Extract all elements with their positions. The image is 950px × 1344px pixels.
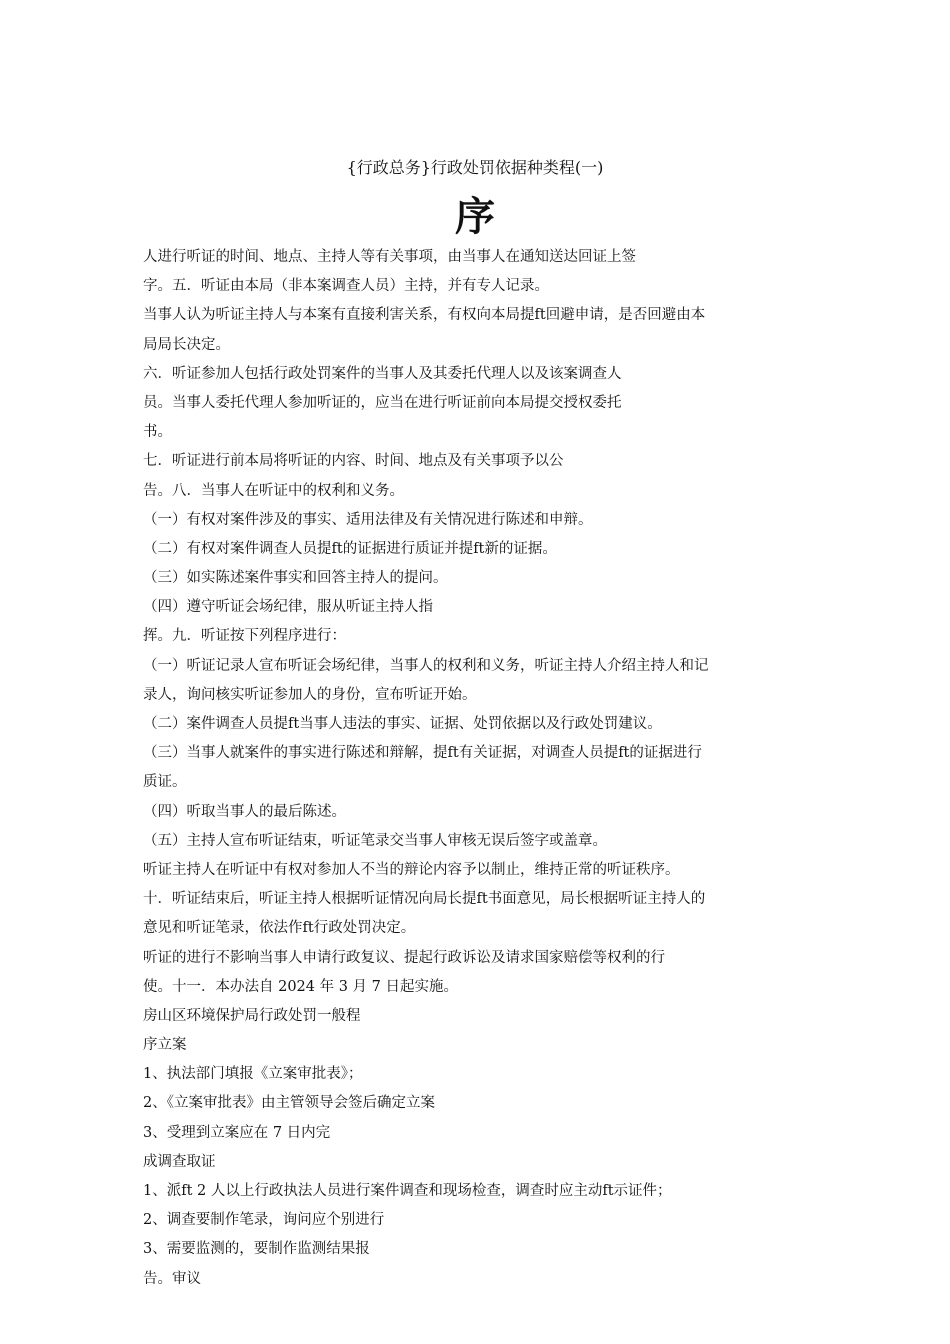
section-heading: 序 [455,194,495,240]
text-line: 书。 [143,424,172,441]
text-line: 意见和听证笔录，依法作ft行政处罚决定。 [143,920,416,937]
text-line: 挥。九．听证按下列程序进行： [143,628,346,645]
text-line: 3、受理到立案应在 7 日内完 [143,1124,331,1141]
text-line: （一）听证记录人宣布听证会场纪律，当事人的权利和义务，听证主持人介绍主持人和记 [143,657,709,674]
text-line: 成调查取证 [143,1153,216,1170]
text-line: 当事人认为听证主持人与本案有直接利害关系，有权向本局提ft回避申请，是否回避由本 [143,307,706,324]
text-line: （二）案件调查人员提ft当事人违法的事实、证据、处罚依据以及行政处罚建议。 [143,716,662,732]
text-line: （五）主持人宣布听证结束，听证笔录交当事人审核无误后签字或盖章。 [143,832,607,849]
text-line: 序立案 [143,1037,187,1054]
text-line: 使。十一．本办法自 2024 年 3 月 7 日起实施。 [143,978,459,995]
text-line: 2、调查要制作笔录，询问应个别进行 [143,1212,385,1229]
text-line: 人进行听证的时间、地点、主持人等有关事项，由当事人在通知送达回证上签 [143,249,636,265]
text-line: 员。当事人委托代理人参加听证的，应当在进行听证前向本局提交授权委托 [143,394,622,411]
text-line: 1、派ft 2 人以上行政执法人员进行案件调查和现场检查，调查时应主动ft示证件； [143,1183,672,1199]
text-line: 听证主持人在听证中有权对参加人不当的辩论内容予以制止，维持正常的听证秩序。 [143,861,680,878]
text-line: 3、需要监测的，要制作监测结果报 [143,1241,370,1258]
text-line: 听证的进行不影响当事人申请行政复议、提起行政诉讼及请求国家赔偿等权利的行 [143,949,665,966]
text-line: 2、《立案审批表》由主管领导会签后确定立案 [143,1095,435,1112]
text-line: （二）有权对案件调查人员提ft的证据进行质证并提ft新的证据。 [143,540,557,557]
text-line: 录人，询问核实听证参加人的身份，宣布听证开始。 [143,686,477,703]
text-line: 局局长决定。 [143,336,230,353]
text-line: （一）有权对案件涉及的事实、适用法律及有关情况进行陈述和申辩。 [143,511,593,528]
text-line: （三）当事人就案件的事实进行陈述和辩解，提ft有关证据，对调查人员提ft的证据进行 [143,745,702,762]
text-line: 十．听证结束后，听证主持人根据听证情况向局长提ft书面意见，局长根据听证主持人的 [143,891,706,908]
text-line: 字。五．听证由本局（非本案调查人员）主持，并有专人记录。 [143,278,549,295]
text-line: 质证。 [143,774,187,791]
text-line: （四）听取当事人的最后陈述。 [143,803,346,820]
text-line: （三）如实陈述案件事实和回答主持人的提问。 [143,570,448,587]
text-line: 房山区环境保护局行政处罚一般程 [143,1007,361,1024]
document-body [143,246,823,1297]
text-line: 六．听证参加人包括行政处罚案件的当事人及其委托代理人以及该案调查人 [143,365,622,382]
text-line: 告。审议 [143,1270,201,1287]
document-title: {行政总务}行政处罚依据种类程(一) [346,158,604,177]
text-line: 告。八．当事人在听证中的权利和义务。 [143,482,404,499]
text-line: （四）遵守听证会场纪律，服从听证主持人指 [143,599,433,616]
text-line: 七．听证进行前本局将听证的内容、时间、地点及有关事项予以公 [143,453,564,470]
text-line: 1、执法部门填报《立案审批表》； [143,1066,363,1083]
